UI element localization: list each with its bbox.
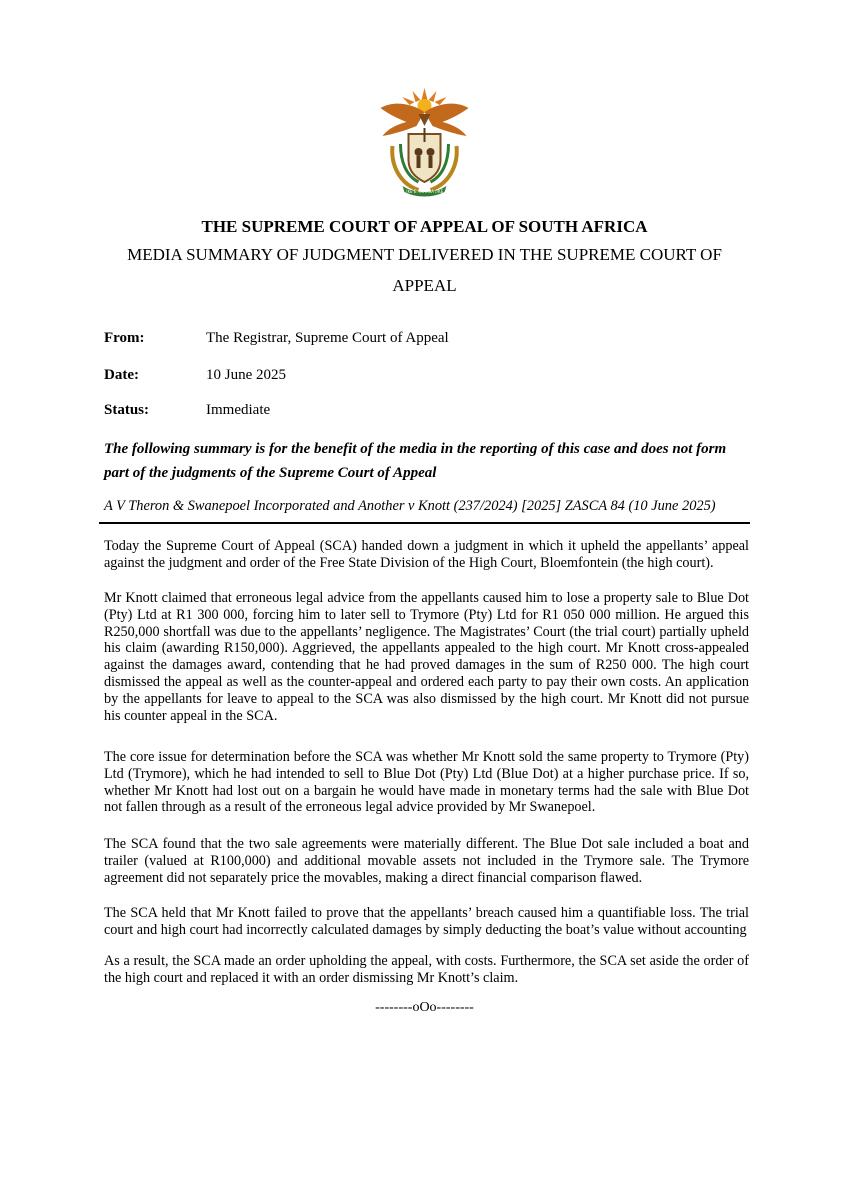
date-label: Date: (104, 367, 139, 383)
from-label: From: (104, 330, 145, 346)
from-value: The Registrar, Supreme Court of Appeal (206, 330, 449, 346)
summary-heading-line1: MEDIA SUMMARY OF JUDGMENT DELIVERED IN THE SUPREME COURT OF (127, 245, 722, 264)
status-label: Status: (104, 402, 150, 418)
divider (99, 522, 750, 524)
status-value: Immediate (206, 402, 271, 418)
media-disclaimer: The following summary is for the benefit of the media in the reporting of this case and does not form part of the judgments of the Supreme Court of Appeal (104, 441, 727, 481)
end-marker: --------oOo-------- (375, 1000, 474, 1015)
svg-text:!KE E: /XARRA //KE: !KE E: /XARRA //KE (405, 189, 444, 194)
case-citation: A V Theron & Swanepoel Incorporated and Another v Knott (237/2024) [2025] ZASCA 84 (10 June 2025) (104, 498, 716, 514)
court-title: THE SUPREME COURT OF APPEAL OF SOUTH AFRICA (201, 217, 648, 236)
summary-heading-line2: APPEAL (392, 276, 457, 295)
summary-paragraph: Today the Supreme Court of Appeal (SCA) handed down a judgment in which it upheld the appellants’ appeal against the judgment and order of the Free State Division of the High Court, Bloemfontein (the high court). (104, 538, 749, 571)
summary-paragraph: The SCA found that the two sale agreements were materially different. The Blue Dot sale included a boat and trailer (valued at R100,000) and additional movable assets not included in the Trymore sale. The Trymore agreement did not separately price the movables, making a direct financial comparison flawed. (104, 836, 749, 886)
summary-paragraph: The core issue for determination before the SCA was whether Mr Knott sold the same property to Trymore (Pty) Ltd (Trymore), which he had intended to sell to Blue Dot (Pty) Ltd (Blue Dot) at a higher purchase price. If so, whether Mr Knott had lost out on a bargain he would have made in monetary terms had the sale with Blue Dot not fallen through as a result of the erroneous legal advice provided by Mr Swanepoel. (104, 749, 749, 816)
summary-paragraph: Mr Knott claimed that erroneous legal advice from the appellants caused him to lose a property sale to Blue Dot (Pty) Ltd at R1 300 000, forcing him to later sell to Trymore (Pty) Ltd for R1 050 000 million. He argued this R250,000 shortfall was due to the appellants’ negligence. The Magistrates’ Court (the trial court) partially upheld his claim (awarding R150,000). Aggrieved, the appellants appealed to the high court. Mr Knott cross-appealed against the damages award, contending that he had proved damages in the sum of R250 000. The high court dismissed the appeal as well as the counter-appeal and ordered each party to pay their own costs. An application by the appellants for leave to appeal to the SCA was also dismissed by the high court. Mr Knott did not pursue his counter appeal in the SCA. (104, 590, 749, 724)
date-value: 10 June 2025 (206, 367, 286, 383)
coat-of-arms-icon (374, 86, 475, 198)
summary-paragraph: The SCA held that Mr Knott failed to prove that the appellants’ breach caused him a quantifiable loss. The trial court and high court had incorrectly calculated damages by simply deducting the boat’s value without accounting (104, 905, 749, 938)
summary-paragraph: As a result, the SCA made an order upholding the appeal, with costs. Furthermore, the SCA set aside the order of the high court and replaced it with an order dismissing Mr Knott’s claim. (104, 953, 749, 986)
